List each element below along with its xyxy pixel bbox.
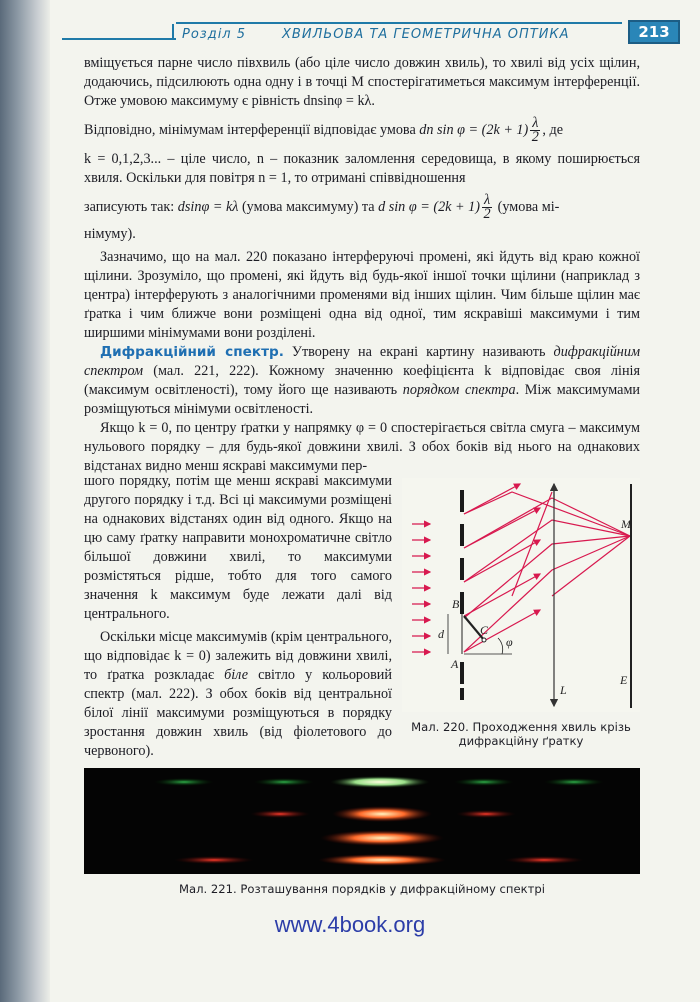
paragraph-5: німуму). (84, 226, 136, 242)
paragraph-2 (84, 117, 640, 144)
formula-minimum-air: d sin φ = (2k + 1) (378, 198, 480, 215)
label-C: C (480, 623, 489, 637)
paragraph-1: вміщується парне число півхвиль (або ціле число довжин хвиль), то хвилі від усіх щілин, додаючись, підсилюють одна одну і в точці M спостерігатиметься максимум інтерференції. Отже умовою максимуму є рівність dnsinφ = kλ. (84, 55, 640, 109)
label-d: d (438, 627, 444, 641)
paragraph-7 (84, 343, 640, 419)
text-span: світло у кольоровий спектр (мал. 222). З обох боків від центральної білої лінії максимуми розміщуються в порядку зростання довжин хвиль (від фіолетового до червоного). (84, 667, 392, 759)
term-white: біле (224, 667, 249, 683)
running-header (176, 22, 622, 44)
point-c-marker (482, 638, 486, 642)
converging-rays (464, 492, 630, 652)
fraction-lambda-2 (482, 194, 492, 221)
text-span: записують так: (84, 198, 175, 215)
spectrum-image (84, 768, 640, 874)
text-span: , де (542, 121, 564, 138)
figure-220-caption (402, 720, 640, 748)
text-span: (мал. 221, 222). Кожному значенню коефіцієнта k відповідає своя лінія (максимум освітленості), тому його ще називають (84, 363, 641, 398)
paragraph-9: шого порядку, потім ще менш яскраві максимуми другого порядку і т.д. Всі ці максимуми розміщені на однакових відстанях один від одного. Якщо на цю саму ґратку направити монохроматичне світло більшої довжини хвилі, то максимуми розмістяться рідше, тобто для того самого значення k максимум буде лежати далі від центрального. (84, 473, 392, 622)
paragraph-4 (84, 194, 640, 221)
fraction-lambda-2 (530, 117, 540, 144)
angle-arc (498, 638, 503, 654)
chapter-title: ХВИЛЬОВА ТА ГЕОМЕТРИЧНА ОПТИКА (282, 26, 570, 42)
body-text-top (84, 54, 640, 476)
fraction-denominator: 2 (531, 129, 539, 145)
spectrum-row-2 (250, 806, 516, 822)
book-spine-shadow (0, 0, 50, 1002)
fraction-denominator: 2 (483, 206, 491, 222)
paragraph-10 (84, 628, 392, 761)
spectrum-row-3 (320, 830, 444, 846)
label-L: L (560, 683, 567, 697)
header-rule (62, 38, 176, 40)
page-number: 213 (628, 20, 680, 44)
formula-maximum: dsinφ = kλ (177, 198, 239, 215)
term-spectrum-order: порядком спектра (402, 382, 516, 398)
incident-rays (412, 524, 430, 652)
body-text-wrapped (84, 472, 392, 761)
formula-minimum: dn sin φ = (2k + 1) (419, 121, 529, 138)
grating-slits (460, 490, 464, 700)
fraction-numerator: λ (483, 192, 491, 208)
fraction-numerator: λ (532, 115, 539, 131)
caption-line-2: дифракційну ґратку (458, 734, 584, 748)
text-span: (умова мі- (497, 198, 560, 215)
text-span: . Між максимумами розміщуються мінімуми освітленості. (84, 382, 641, 417)
figure-221-caption: Мал. 221. Розташування порядків у дифракційному спектрі (178, 882, 545, 896)
grating-diagram (402, 478, 640, 712)
section-heading: Дифракційний спектр. (100, 344, 284, 360)
text-span: Відповідно, мінімумам інтерференції відповідає умова (84, 121, 416, 138)
term-diffraction-spectrum: дифракційним спектром (84, 344, 640, 379)
paragraph-3: k = 0,1,2,3... – ціле число, n – показник заломлення середовища, в якому поширюється хвиля. Оскільки для повітря n = 1, то отримані співвідношення (84, 151, 640, 186)
figure-diffraction-grating (402, 478, 640, 712)
label-E: E (620, 673, 628, 687)
label-M: M (621, 517, 631, 531)
label-B: B (452, 597, 460, 611)
text-span: (умова максимуму) та (241, 198, 375, 215)
paragraph-8: Якщо k = 0, по центру ґратки у напрямку φ = 0 спостерігається світла смуга – максимум нульового порядку – для будь-якої довжини хвилі. З обох боків від нього на однакових відстанах видно менш яскраві максимуми пер- (84, 420, 640, 474)
text-span: Утворену на екрані картину називають (291, 344, 546, 360)
watermark-url: www.4book.org (274, 912, 426, 937)
chapter-label: Розділ 5 (182, 26, 247, 42)
paragraph-6: Зазначимо, що на мал. 220 показано інтерферуючі промені, які йдуть від краю кожної щілини. Зрозуміло, що промені, які йдуть від будь-якої іншої точки щілини (наприклад з центра) інтерферують з аналогічними променями від інших щілин. Чим більше щілин має ґратка і чим ближче вони розміщені одна від одної, тим яскравіші максимуми і тим ширшими мінімумами вони розділені. (84, 249, 640, 341)
diffraction-spectrum-photo (84, 768, 640, 874)
label-phi: φ (506, 635, 513, 649)
caption-line-1: Мал. 220. Проходження хвиль крізь (411, 720, 631, 734)
text-span: Оскільки місце максимумів (крім центрального, що відповідає k = 0) залежить від довжини хвилі, то ґратка розкладає (84, 629, 392, 683)
label-A: A (451, 657, 459, 671)
spectrum-row-1 (154, 776, 604, 788)
spectrum-row-4 (174, 854, 584, 866)
